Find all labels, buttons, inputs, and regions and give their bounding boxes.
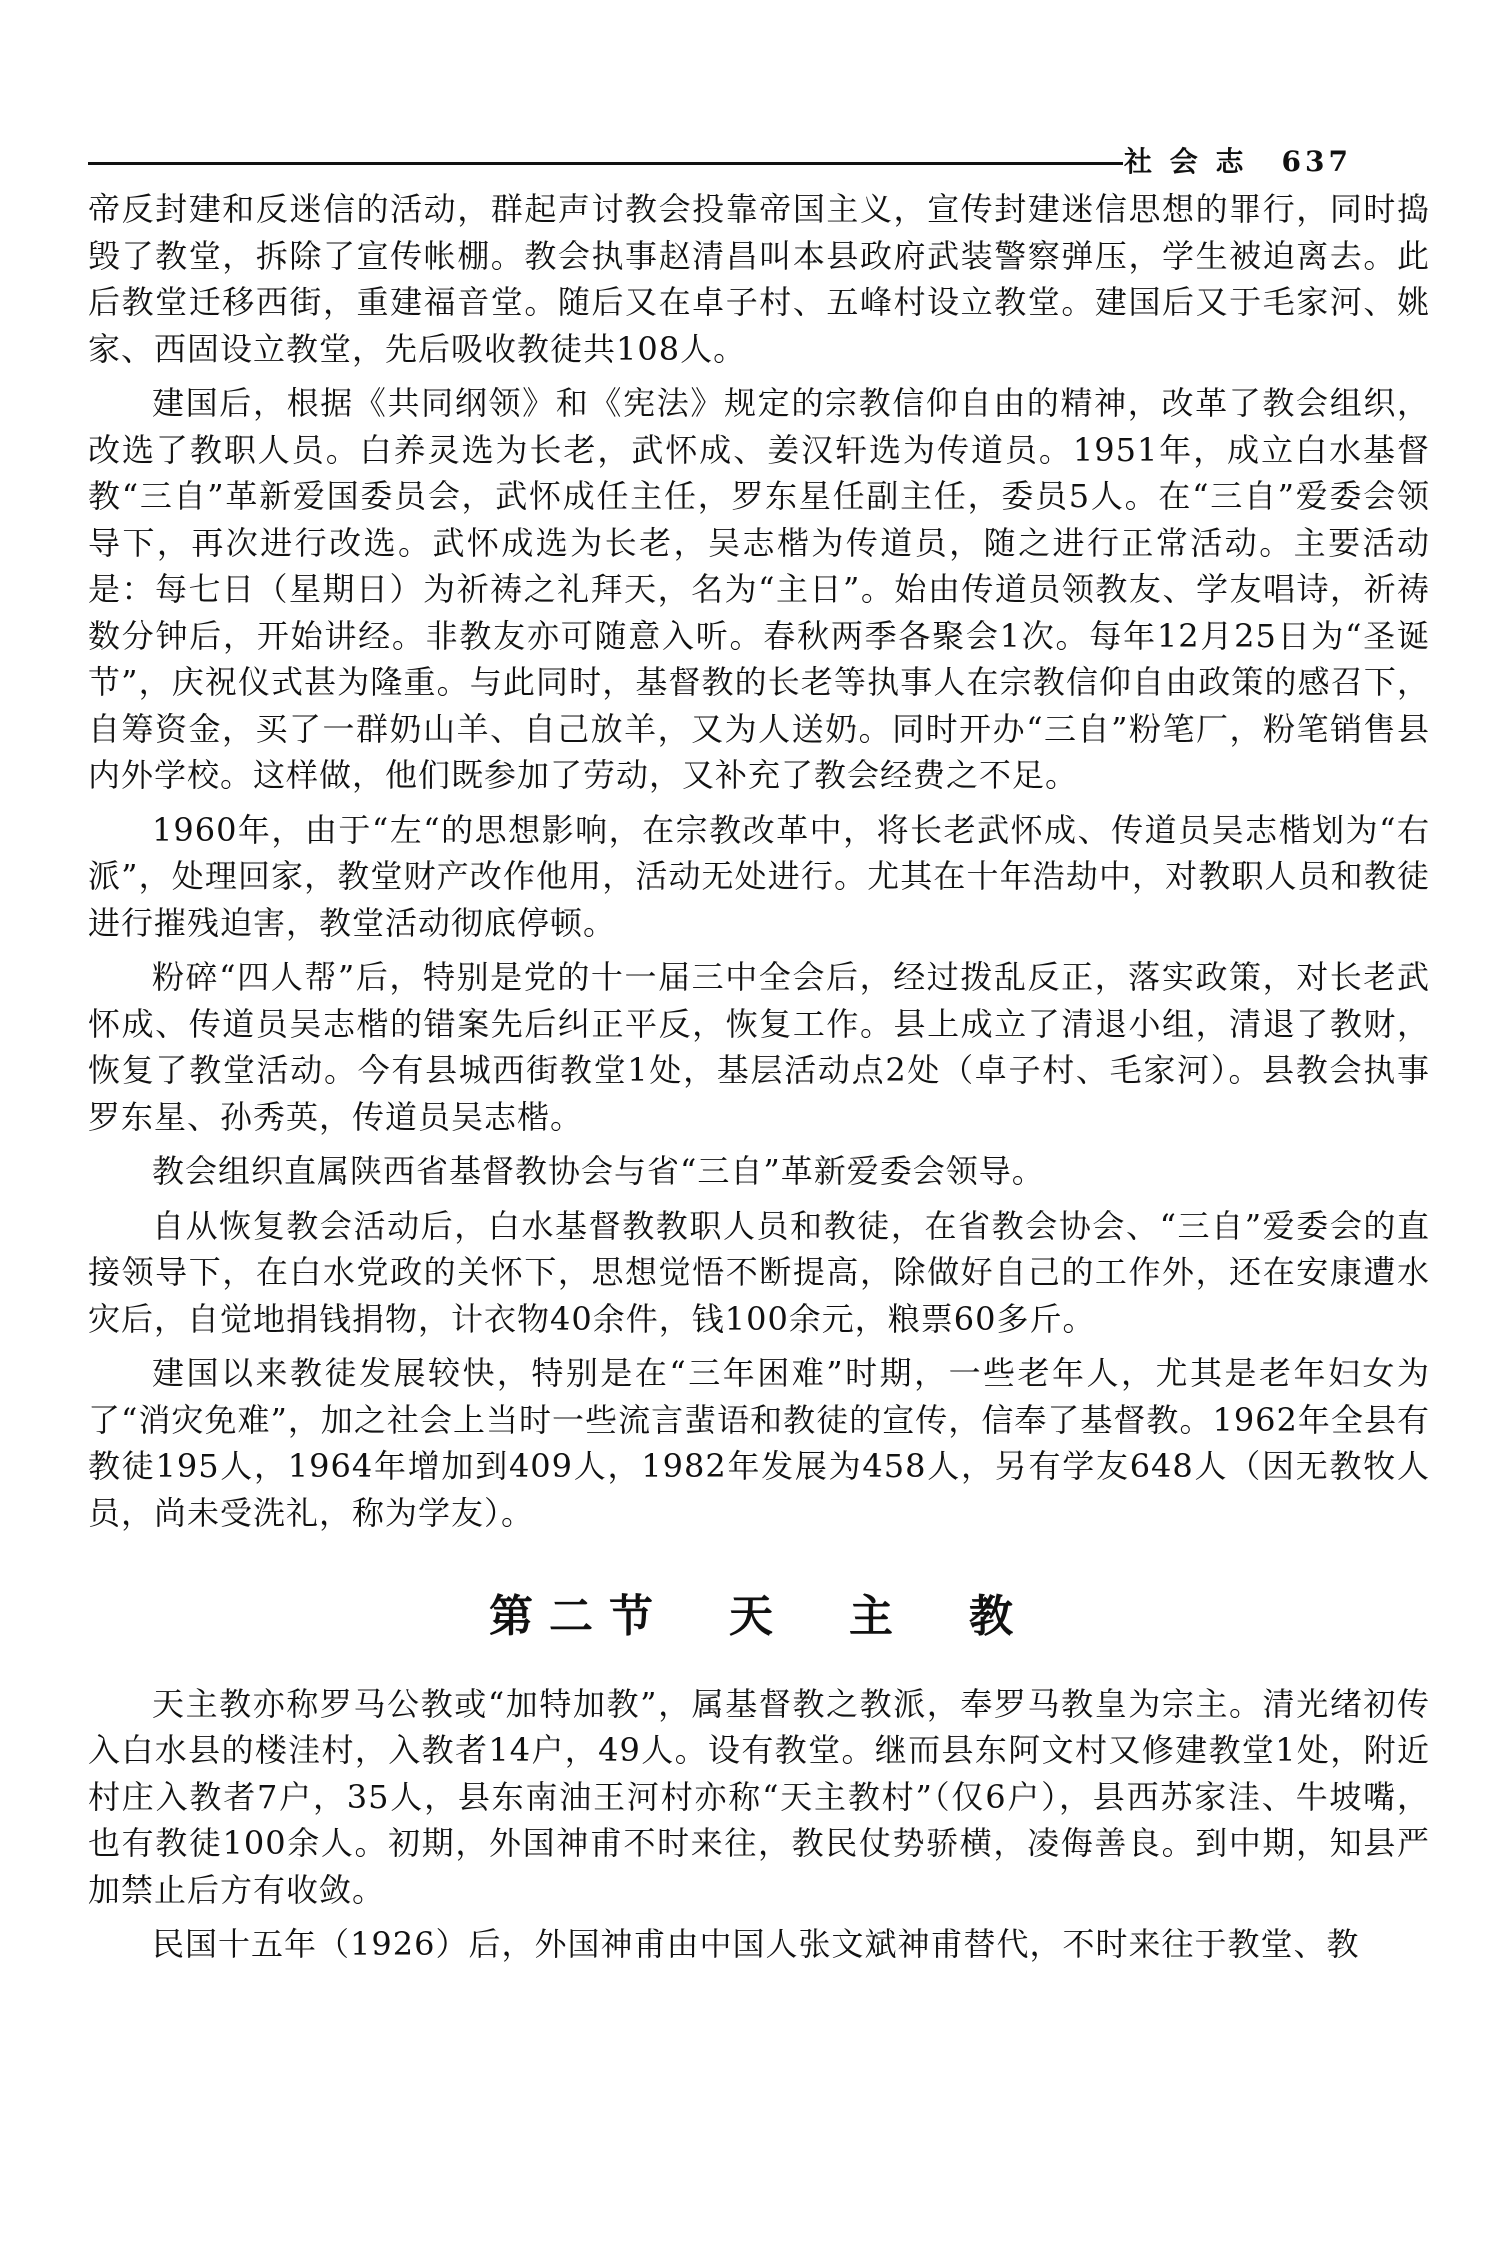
paragraph: 建国后，根据《共同纲领》和《宪法》规定的宗教信仰自由的精神，改革了教会组织，改选了教职人员。白养灵选为长老，武怀成、姜汉轩选为传道员。1951年，成立白水基督教“三自”革新爱国委员会，武怀成任主任，罗东星任副主任，委员5人。在“三自”爱委会领导下，再次进行改选。武怀成选为长老，吴志楷为传道员，随之进行正常活动。主要活动是：每七日（星期日）为祈祷之礼拜天，名为“主日”。始由传道员领教友、学友唱诗，祈祷数分钟后，开始讲经。非教友亦可随意入听。春秋两季各聚会1次。每年12月25日为“圣诞节”，庆祝仪式甚为隆重。与此同时，基督教的长老等执事人在宗教信仰自由政策的感召下，自筹资金，买了一群奶山羊、自己放羊，又为人送奶。同时开办“三自”粉笔厂，粉笔销售县内外学校。这样做，他们既参加了劳动，又补充了教会经费之不足。 — [88, 384, 1430, 794]
paragraph: 建国以来教徒发展较快，特别是在“三年困难”时期，一些老年人，尤其是老年妇女为了“消灾免难”，加之社会上当时一些流言蜚语和教徒的宣传，信奉了基督教。1962年全县有教徒195人，1964年增加到409人，1982年发展为458人，另有学友648人（因无教牧人员，尚未受洗礼，称为学友）。 — [88, 1354, 1430, 1532]
paragraph-continued: 帝反封建和反迷信的活动，群起声讨教会投靠帝国主义，宣传封建迷信思想的罪行，同时捣毁了教堂，拆除了宣传帐棚。教会执事赵清昌叫本县政府武装警察弹压，学生被迫离去。此后教堂迁移西街，重建福音堂。随后又在卓子村、五峰村设立教堂。建国后又于毛家河、姚家、西固设立教堂，先后吸收教徒共108人。 — [88, 190, 1430, 368]
running-title: 社 会 志 — [1124, 145, 1248, 178]
paragraph: 粉碎“四人帮”后，特别是党的十一届三中全会后，经过拨乱反正，落实政策，对长老武怀成、传道员吴志楷的错案先后纠正平反，恢复工作。县上成立了清退小组，清退了教财，恢复了教堂活动。今有县城西街教堂1处，基层活动点2处（卓子村、毛家河）。县教会执事罗东星、孙秀英，传道员吴志楷。 — [88, 958, 1430, 1136]
page-body — [88, 186, 1430, 1968]
running-header — [1124, 140, 1352, 180]
paragraph: 1960年，由于“左“的思想影响，在宗教改革中，将长老武怀成、传道员吴志楷划为“右派”，处理回家，教堂财产改作他用，活动无处进行。尤其在十年浩劫中，对教职人员和教徒进行摧残迫害，教堂活动彻底停顿。 — [88, 810, 1430, 942]
page-number: 637 — [1281, 145, 1352, 178]
paragraph: 天主教亦称罗马公教或“加特加教”，属基督教之教派，奉罗马教皇为宗主。清光绪初传入白水县的楼洼村，入教者14户，49人。设有教堂。继而县东阿文村又修建教堂1处，附近村庄入教者7户，35人，县东南油王河村亦称“天主教村”（仅6户），县西苏家洼、牛坡嘴，也有教徒100余人。初期，外国神甫不时来往，教民仗势骄横，凌侮善良。到中期，知县严加禁止后方有收敛。 — [88, 1684, 1430, 1909]
paragraph: 教会组织直属陕西省基督教协会与省“三自”革新爱委会领导。 — [152, 1152, 1045, 1190]
header-rule — [88, 162, 1123, 165]
paragraph: 自从恢复教会活动后，白水基督教教职人员和教徒，在省教会协会、“三自”爱委会的直接领导下，在白水党政的关怀下，思想觉悟不断提高，除做好自己的工作外，还在安康遭水灾后，自觉地捐钱捐物，计衣物40余件，钱100余元，粮票60多斤。 — [88, 1206, 1430, 1338]
section-heading: 第二节 天 主 教 — [489, 1591, 1029, 1642]
paragraph: 民国十五年（1926）后，外国神甫由中国人张文斌神甫替代，不时来往于教堂、教 — [152, 1925, 1360, 1963]
